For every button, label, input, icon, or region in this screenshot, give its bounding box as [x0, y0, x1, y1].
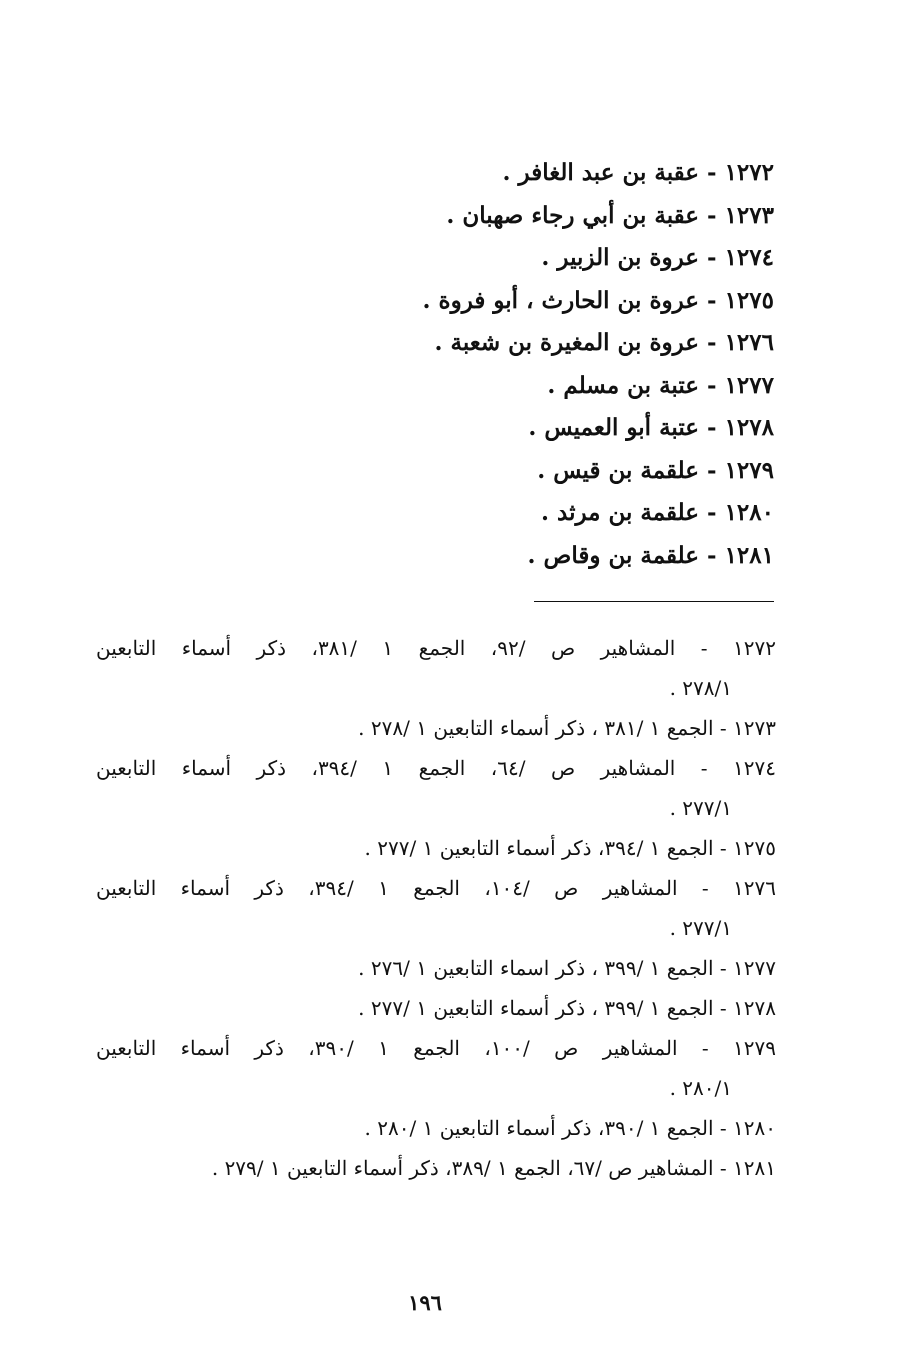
biography-entries-list	[374, 152, 774, 577]
footnote-separator	[534, 601, 774, 602]
footnote-1274	[96, 748, 776, 828]
entry-1280: ١٢٨٠ - علقمة بن مرثد .	[540, 499, 774, 526]
entry-1277: ١٢٧٧ - عتبة بن مسلم .	[547, 371, 774, 399]
entry-1273: ١٢٧٣ - عقبة بن أبي رجاء صهبان .	[446, 201, 774, 229]
footnote-1273	[96, 708, 776, 748]
footnote-line: ١٢٧٦ - المشاهير ص /١٠٤، الجمع ١ /٣٩٤، ذكر أسماء التابعين	[96, 876, 776, 900]
entry-1278: ١٢٧٨ - عتبة أبو العميس .	[528, 414, 774, 441]
footnote-line: ١٢٧٩ - المشاهير ص /١٠٠، الجمع ١ /٣٩٠، ذكر أسماء التابعين	[96, 1036, 776, 1060]
footnote-1278	[96, 988, 776, 1028]
entry-1274: ١٢٧٤ - عروة بن الزبير .	[541, 244, 774, 271]
footnote-continuation: ٢٧٧/١ .	[669, 916, 732, 940]
page-number: ١٩٦	[408, 1290, 442, 1315]
entry-1281: ١٢٨١ - علقمة بن وقاص .	[527, 541, 774, 569]
entry-1272: ١٢٧٢ - عقبة بن عبد الغافر .	[502, 159, 774, 186]
footnote-1280	[96, 1108, 776, 1148]
footnote-1281	[96, 1148, 776, 1188]
footnote-1277	[96, 948, 776, 988]
footnote-continuation: ٢٧٨/١ .	[669, 676, 732, 700]
footnote-1275	[96, 828, 776, 868]
footnotes-list	[96, 628, 776, 1188]
footnote-line: ١٢٧٣ - الجمع ١ /٣٨١ ، ذكر أسماء التابعين ١ /٢٧٨ .	[358, 716, 776, 740]
footnote-line: ١٢٧٤ - المشاهير ص /٦٤، الجمع ١ /٣٩٤، ذكر أسماء التابعين	[96, 756, 776, 780]
footnote-1276	[96, 868, 776, 948]
footnote-continuation: ٢٧٧/١ .	[669, 796, 732, 820]
entry-1276: ١٢٧٦ - عروة بن المغيرة بن شعبة .	[434, 329, 774, 356]
footnote-line: ١٢٧٢ - المشاهير ص /٩٢، الجمع ١ /٣٨١، ذكر أسماء التابعين	[96, 636, 776, 660]
footnote-line: ١٢٧٨ - الجمع ١ /٣٩٩ ، ذكر أسماء التابعين ١ /٢٧٧ .	[358, 996, 776, 1020]
footnote-line: ١٢٧٥ - الجمع ١ /٣٩٤، ذكر أسماء التابعين ١ /٢٧٧ .	[364, 836, 776, 860]
footnote-1279	[96, 1028, 776, 1108]
footnote-line: ١٢٧٧ - الجمع ١ /٣٩٩ ، ذكر اسماء التابعين ١ /٢٧٦ .	[358, 956, 776, 980]
footnote-1272	[96, 628, 776, 708]
footnote-line: ١٢٨١ - المشاهير ص /٦٧، الجمع ١ /٣٨٩، ذكر أسماء التابعين ١ /٢٧٩ .	[211, 1156, 776, 1180]
footnote-line: ١٢٨٠ - الجمع ١ /٣٩٠، ذكر أسماء التابعين ١ /٢٨٠ .	[364, 1116, 776, 1140]
entry-1279: ١٢٧٩ - علقمة بن قيس .	[537, 456, 774, 484]
entry-1275: ١٢٧٥ - عروة بن الحارث ، أبو فروة .	[422, 286, 774, 314]
footnote-continuation: ٢٨٠/١ .	[669, 1076, 732, 1100]
